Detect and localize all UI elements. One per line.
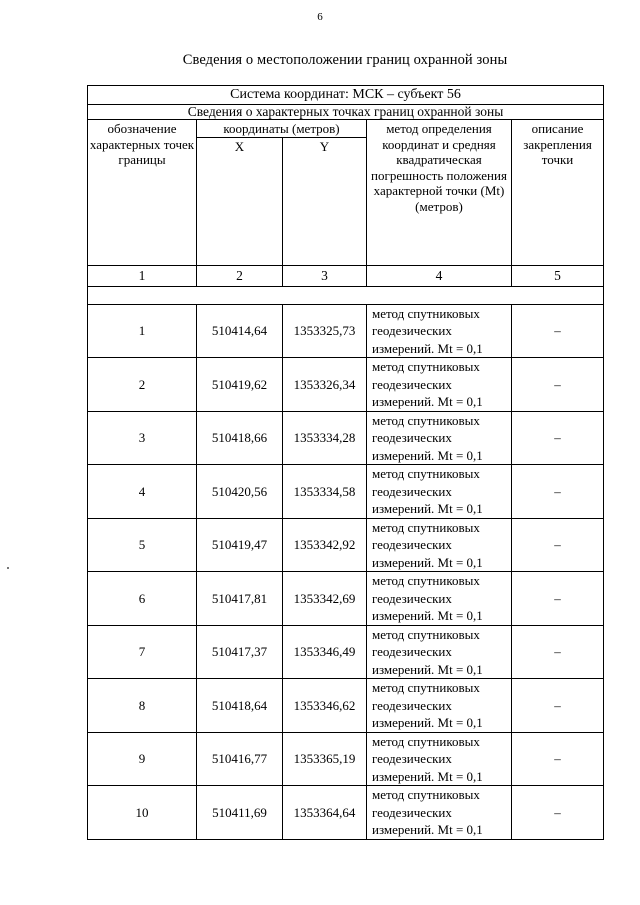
cell-method: метод спутниковых геодезических измерений. Mt = 0,1 xyxy=(367,732,512,786)
cell-x: 510411,69 xyxy=(197,786,283,840)
cell-point: 4 xyxy=(88,465,197,519)
cell-x: 510420,56 xyxy=(197,465,283,519)
cell-description: – xyxy=(512,572,604,626)
cell-point: 10 xyxy=(88,786,197,840)
margin-mark xyxy=(7,567,9,569)
cell-description: – xyxy=(512,786,604,840)
cell-description: – xyxy=(512,411,604,465)
header-method: метод определения координат и средняя квадратическая погрешность положения характерной точки (Mt) (метров) xyxy=(367,120,512,266)
cell-method: метод спутниковых геодезических измерений. Mt = 0,1 xyxy=(367,625,512,679)
cell-x: 510418,66 xyxy=(197,411,283,465)
cell-y: 1353325,73 xyxy=(283,304,367,358)
cell-method: метод спутниковых геодезических измерений. Mt = 0,1 xyxy=(367,465,512,519)
header-y: Y xyxy=(283,137,367,265)
column-number: 2 xyxy=(197,265,283,286)
cell-x: 510414,64 xyxy=(197,304,283,358)
table-row xyxy=(88,518,604,572)
cell-point: 9 xyxy=(88,732,197,786)
header-x: X xyxy=(197,137,283,265)
header-coordinates: координаты (метров) xyxy=(197,120,367,138)
cell-point: 2 xyxy=(88,358,197,412)
table-row xyxy=(88,572,604,626)
cell-point: 6 xyxy=(88,572,197,626)
column-number: 5 xyxy=(512,265,604,286)
cell-x: 510417,81 xyxy=(197,572,283,626)
cell-description: – xyxy=(512,518,604,572)
cell-method: метод спутниковых геодезических измерений. Mt = 0,1 xyxy=(367,411,512,465)
cell-y: 1353326,34 xyxy=(283,358,367,412)
cell-point: 1 xyxy=(88,304,197,358)
cell-y: 1353346,49 xyxy=(283,625,367,679)
header-point: обозначение характерных точек границы xyxy=(88,120,197,266)
header-row xyxy=(88,120,604,138)
cell-y: 1353346,62 xyxy=(283,679,367,733)
cell-point: 5 xyxy=(88,518,197,572)
cell-x: 510419,47 xyxy=(197,518,283,572)
table-row xyxy=(88,411,604,465)
cell-description: – xyxy=(512,679,604,733)
column-number: 3 xyxy=(283,265,367,286)
column-numbers-row xyxy=(88,265,604,286)
cell-method: метод спутниковых геодезических измерений. Mt = 0,1 xyxy=(367,679,512,733)
cell-method: метод спутниковых геодезических измерений. Mt = 0,1 xyxy=(367,786,512,840)
coordinate-system-row xyxy=(88,86,604,105)
cell-y: 1353342,69 xyxy=(283,572,367,626)
spacer-row xyxy=(88,286,604,304)
cell-x: 510418,64 xyxy=(197,679,283,733)
cell-point: 3 xyxy=(88,411,197,465)
cell-description: – xyxy=(512,304,604,358)
boundary-points-table xyxy=(87,85,604,840)
cell-y: 1353334,28 xyxy=(283,411,367,465)
cell-description: – xyxy=(512,358,604,412)
table-row xyxy=(88,465,604,519)
table-row xyxy=(88,625,604,679)
table-row xyxy=(88,732,604,786)
cell-y: 1353364,64 xyxy=(283,786,367,840)
cell-method: метод спутниковых геодезических измерений. Mt = 0,1 xyxy=(367,518,512,572)
cell-method: метод спутниковых геодезических измерений. Mt = 0,1 xyxy=(367,358,512,412)
table-row xyxy=(88,786,604,840)
coordinate-system-label: Система координат: МСК – субъект 56 xyxy=(88,86,604,105)
cell-method: метод спутниковых геодезических измерений. Mt = 0,1 xyxy=(367,304,512,358)
document-title: Сведения о местоположении границ охранной зоны xyxy=(182,52,508,68)
cell-y: 1353365,19 xyxy=(283,732,367,786)
column-number: 1 xyxy=(88,265,197,286)
column-number: 4 xyxy=(367,265,512,286)
section-label: Сведения о характерных точках границ охранной зоны xyxy=(88,105,604,120)
section-label-row xyxy=(88,105,604,120)
cell-x: 510419,62 xyxy=(197,358,283,412)
cell-y: 1353342,92 xyxy=(283,518,367,572)
page-number: 6 xyxy=(317,11,323,23)
cell-x: 510417,37 xyxy=(197,625,283,679)
cell-point: 8 xyxy=(88,679,197,733)
header-description: описание закрепления точки xyxy=(512,120,604,266)
cell-point: 7 xyxy=(88,625,197,679)
table-row xyxy=(88,679,604,733)
cell-description: – xyxy=(512,625,604,679)
cell-method: метод спутниковых геодезических измерений. Mt = 0,1 xyxy=(367,572,512,626)
spacer-cell xyxy=(88,286,604,304)
cell-description: – xyxy=(512,465,604,519)
cell-y: 1353334,58 xyxy=(283,465,367,519)
cell-x: 510416,77 xyxy=(197,732,283,786)
cell-description: – xyxy=(512,732,604,786)
table-row xyxy=(88,304,604,358)
table-row xyxy=(88,358,604,412)
